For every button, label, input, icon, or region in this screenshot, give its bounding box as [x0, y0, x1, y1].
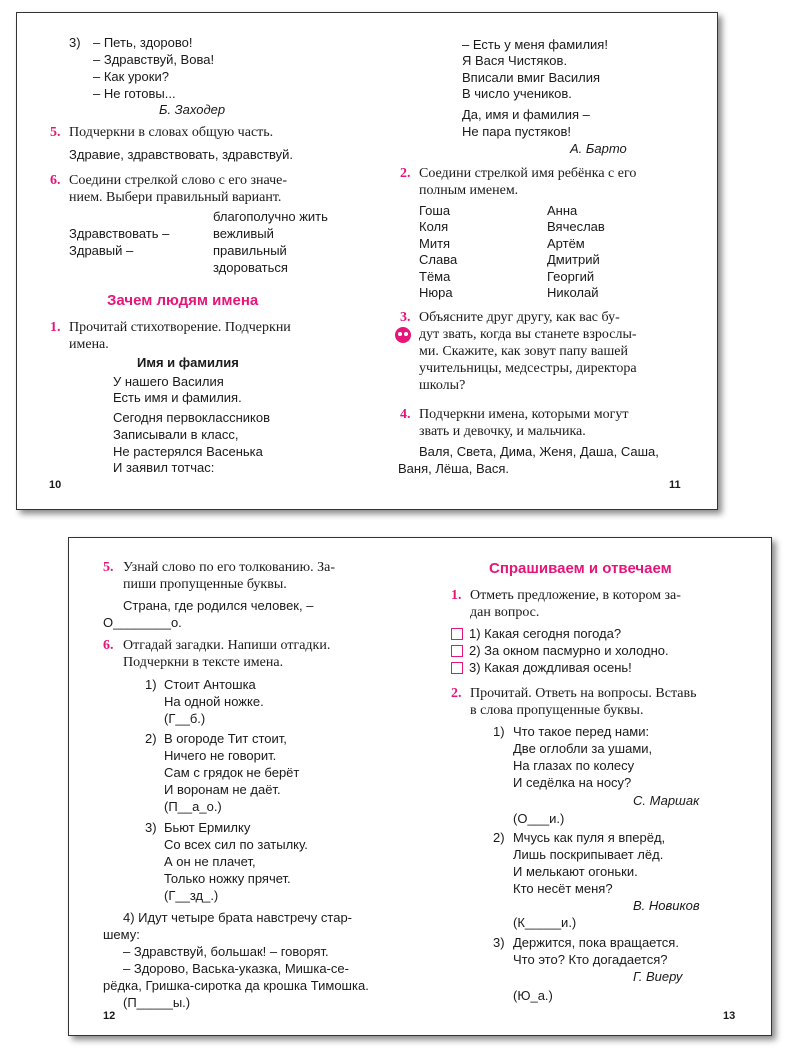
poem-line: И заявил тотчас: [113, 460, 215, 475]
riddle-line: – Здорово, Васька-указка, Мишка-се- [123, 961, 349, 976]
riddle-answer: (Г__зд_.) [164, 888, 219, 903]
exercise-number: 2. [400, 166, 411, 181]
riddle-answer: (П_____ы.) [123, 995, 191, 1010]
exercise-text: Соедини стрелкой слово с его значе- [69, 173, 288, 188]
riddle-line: Ничего не говорит. [164, 748, 277, 763]
exercise-number: 3. [400, 310, 411, 325]
meaning-option: здороваться [213, 260, 288, 275]
short-name: Тёма [419, 269, 451, 284]
poem-author: В. Новиков [633, 898, 700, 913]
poem-author: Г. Виеру [633, 969, 683, 984]
riddle-line: На одной ножке. [164, 694, 264, 709]
poem-line: Мчусь как пуля я вперёд, [513, 830, 666, 845]
poem-title: Имя и фамилия [137, 355, 239, 370]
riddle-marker: 3) [145, 820, 157, 835]
exercise-text: Подчеркни в словах общую часть. [69, 125, 274, 140]
full-name: Анна [547, 203, 578, 218]
exercise-text: звать и девочку, и мальчика. [419, 424, 586, 439]
poem-marker: 1) [493, 724, 505, 739]
page-number: 11 [669, 479, 681, 491]
riddle-answer: (П__а_о.) [164, 799, 222, 814]
short-name: Гоша [419, 203, 451, 218]
answer-checkbox[interactable] [451, 645, 463, 657]
poem-line: Не пара пустяков! [462, 124, 572, 139]
riddle-line: Бьют Ермилку [164, 820, 251, 835]
poem-line: У нашего Василия [113, 374, 224, 389]
exercise-text: дут звать, когда вы станете взрослы- [419, 327, 637, 342]
full-name: Георгий [547, 269, 595, 284]
poem-author: Б. Заходер [159, 102, 226, 117]
poem-line: Две оглобли за ушами, [513, 741, 653, 756]
full-name: Дмитрий [547, 252, 600, 267]
exercise-number: 5. [103, 560, 114, 575]
poem-line: – Петь, здорово! [93, 35, 193, 50]
book-spread-bottom [68, 537, 772, 1036]
riddle-line: И воронам не даёт. [164, 782, 281, 797]
exercise-text: Отгадай загадки. Напиши отгадки. [123, 638, 331, 653]
exercise-text: Объясните друг другу, как вас бу- [419, 310, 620, 325]
answer-checkbox[interactable] [451, 628, 463, 640]
poem-author: С. Маршак [633, 793, 700, 808]
poem-line: Держится, пока вращается. [513, 935, 679, 950]
poem-line: – Не готовы... [93, 86, 176, 101]
riddle-answer: (О___и.) [513, 811, 565, 826]
riddle-line: В огороде Тит стоит, [164, 731, 287, 746]
pair-work-icon [395, 327, 411, 343]
exercise-number: 1. [50, 320, 61, 335]
section-heading: Спрашиваем и отвечаем [489, 560, 672, 577]
poem-line: Да, имя и фамилия – [462, 107, 590, 122]
exercise-text: Подчеркни имена, которыми могут [419, 407, 629, 422]
section-heading: Зачем людям имена [107, 292, 259, 309]
poem-line: Что такое перед нами: [513, 724, 650, 739]
exercise-text: Прочитай. Ответь на вопросы. Вставь [470, 686, 697, 701]
riddle-line: рёдка, Гришка-сиротка да крошка Тимошка. [103, 978, 369, 993]
exercise-text: Прочитай стихотворение. Подчеркни [69, 320, 291, 335]
riddle-answer: (Г__б.) [164, 711, 206, 726]
poem-line: Записывали в класс, [113, 427, 239, 442]
word-option: Здравый – [69, 243, 134, 258]
answer-blank: О________о. [103, 615, 182, 630]
exercise-text: полным именем. [419, 183, 519, 198]
exercise-text: Отметь предложение, в котором за- [470, 588, 681, 603]
full-name: Николай [547, 285, 599, 300]
poem-line: Я Вася Чистяков. [462, 53, 568, 68]
exercise-number: 5. [50, 125, 61, 140]
poem-author: А. Барто [570, 141, 627, 156]
poem-line: – Как уроки? [93, 69, 169, 84]
exercise-number: 1. [451, 588, 462, 603]
poem-line: Сегодня первоклассников [113, 410, 270, 425]
riddle-answer: (К_____и.) [513, 915, 577, 930]
short-name: Слава [419, 252, 458, 267]
poem-line: Кто несёт меня? [513, 881, 613, 896]
poem-line: Есть имя и фамилия. [113, 390, 242, 405]
word-option: Здравствовать – [69, 226, 170, 241]
poem-line: – Есть у меня фамилия! [462, 37, 608, 52]
exercise-number: 6. [103, 638, 114, 653]
exercise-words: Здравие, здравствовать, здравствуй. [69, 147, 294, 162]
poem-line: Не растерялся Васенька [113, 444, 263, 459]
riddle-line: – Здравствуй, большак! – говорят. [123, 944, 329, 959]
exercise-text: учительницы, медсестры, директора [419, 361, 637, 376]
page-number: 12 [103, 1010, 116, 1022]
poem-line: И мелькают огоньки. [513, 864, 638, 879]
exercise-text: пиши пропущенные буквы. [123, 577, 287, 592]
short-name: Коля [419, 219, 449, 234]
riddle-line: Стоит Антошка [164, 677, 256, 692]
exercise-text: школы? [419, 378, 466, 393]
poem-line: Лишь поскрипывает лёд. [513, 847, 664, 862]
exercise-text: Страна, где родился человек, – [123, 598, 314, 613]
exercise-text: ми. Скажите, как зовут папу вашей [419, 344, 628, 359]
riddle-line: Со всех сил по затылку. [164, 837, 308, 852]
exercise-text: Подчеркни в тексте имена. [123, 655, 284, 670]
full-name: Вячеслав [547, 219, 605, 234]
poem-line: На глазах по колесу [513, 758, 635, 773]
riddle-answer: (Ю_а.) [513, 988, 553, 1003]
short-name: Митя [419, 236, 451, 251]
meaning-option: вежливый [213, 226, 274, 241]
riddle-line: Сам с грядок не берёт [164, 765, 300, 780]
exercise-text: дан вопрос. [470, 605, 540, 620]
book-spread-top [16, 12, 718, 510]
poem-marker: 3) [493, 935, 505, 950]
meaning-option: благополучно жить [213, 209, 328, 224]
poem-line: – Здравствуй, Вова! [93, 52, 215, 67]
option-text: 2) За окном пасмурно и холодно. [469, 643, 669, 658]
names-list: Ваня, Лёша, Вася. [398, 461, 510, 476]
riddle-line: А он не плачет, [164, 854, 256, 869]
riddle-line: 4) Идут четыре брата навстречу стар- [123, 910, 353, 925]
exercise-number: 2. [451, 686, 462, 701]
names-list: Валя, Света, Дима, Женя, Даша, Саша, [419, 444, 659, 459]
poem-line: И седёлка на носу? [513, 775, 632, 790]
poem-marker: 2) [493, 830, 505, 845]
riddle-line: шему: [103, 927, 140, 942]
answer-checkbox[interactable] [451, 662, 463, 674]
meaning-option: правильный [213, 243, 287, 258]
page-number: 13 [723, 1010, 736, 1022]
poem-marker: 3) [69, 35, 81, 50]
full-name: Артём [547, 236, 585, 251]
exercise-number: 4. [400, 407, 411, 422]
poem-line: Что это? Кто догадается? [513, 952, 668, 967]
exercise-number: 6. [50, 173, 61, 188]
riddle-marker: 2) [145, 731, 157, 746]
poem-line: В число учеников. [462, 86, 572, 101]
riddle-marker: 1) [145, 677, 157, 692]
exercise-text: нием. Выбери правильный вариант. [69, 190, 282, 205]
exercise-text: Узнай слово по его толкованию. За- [123, 560, 336, 575]
poem-line: Вписали вмиг Василия [462, 70, 601, 85]
exercise-text: в слова пропущенные буквы. [470, 703, 644, 718]
riddle-line: Только ножку прячет. [164, 871, 291, 886]
option-text: 3) Какая дождливая осень! [469, 660, 632, 675]
option-text: 1) Какая сегодня погода? [469, 626, 622, 641]
exercise-text: Соедини стрелкой имя ребёнка с его [419, 166, 637, 181]
short-name: Нюра [419, 285, 453, 300]
exercise-text: имена. [69, 337, 109, 352]
page-number: 10 [49, 479, 62, 491]
